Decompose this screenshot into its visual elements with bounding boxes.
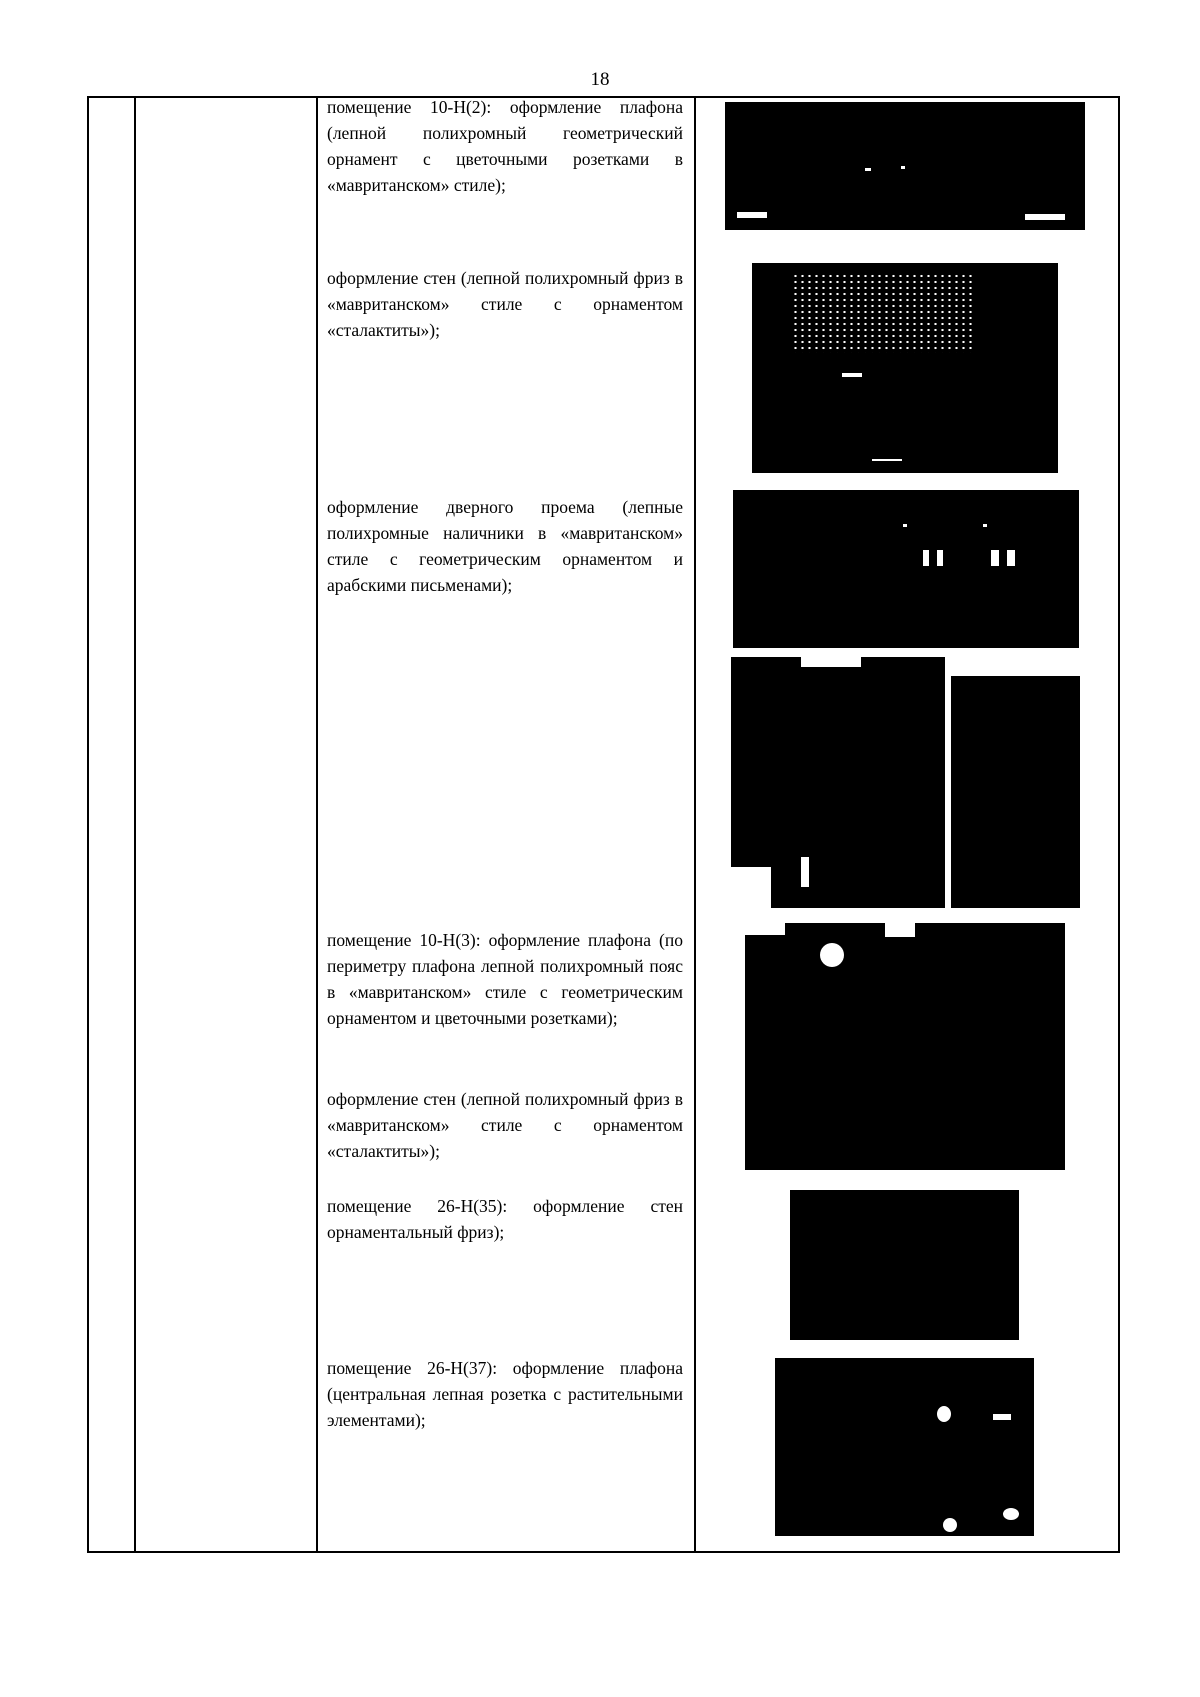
photo-doorway-top-10n2 (733, 490, 1079, 648)
photo-ceiling-10n3 (745, 923, 1065, 1170)
photo-doorway-left-10n2 (731, 657, 945, 908)
photo-frieze-26n35 (790, 1190, 1019, 1340)
photo-ceiling-10n2 (725, 102, 1085, 238)
column-divider-1 (134, 98, 136, 1551)
photo-doorway-right-10n2 (951, 676, 1080, 908)
entry-room-10n2-ceiling: помещение 10-Н(2): оформление плафона (лепной полихромный геометрический орнамент с цветочными розетками в «мавританском» стиле); (327, 97, 683, 195)
column-divider-3 (694, 98, 696, 1551)
rosette-highlight (820, 943, 844, 967)
photo-rosette-26n37 (775, 1358, 1034, 1536)
column-divider-2 (316, 98, 318, 1551)
entry-room-10n3-walls: оформление стен (лепной полихромный фриз в «мавританском» стиле с орнаментом «сталактиты»); (327, 1089, 683, 1161)
entry-room-10n2-walls: оформление стен (лепной полихромный фриз в «мавританском» стиле с орнаментом «сталактиты»); (327, 268, 683, 340)
photo-walls-frieze-10n2 (752, 263, 1058, 473)
entry-room-10n2-doorway: оформление дверного проема (лепные полихромные наличники в «мавританском» стиле с геометрическим орнаментом и арабскими письменами); (327, 497, 683, 595)
entry-room-26n37-ceiling: помещение 26-Н(37): оформление плафона (центральная лепная розетка с растительными элементами); (327, 1358, 683, 1430)
entry-room-10n3-ceiling: помещение 10-Н(3): оформление плафона (по периметру плафона лепной полихромный пояс в «мавританском» стиле с геометрическим орнаментом и цветочными розетками); (327, 930, 683, 1028)
entry-room-26n35-walls: помещение 26-Н(35): оформление стен орнаментальный фриз); (327, 1196, 683, 1242)
page-number: 18 (590, 69, 610, 90)
